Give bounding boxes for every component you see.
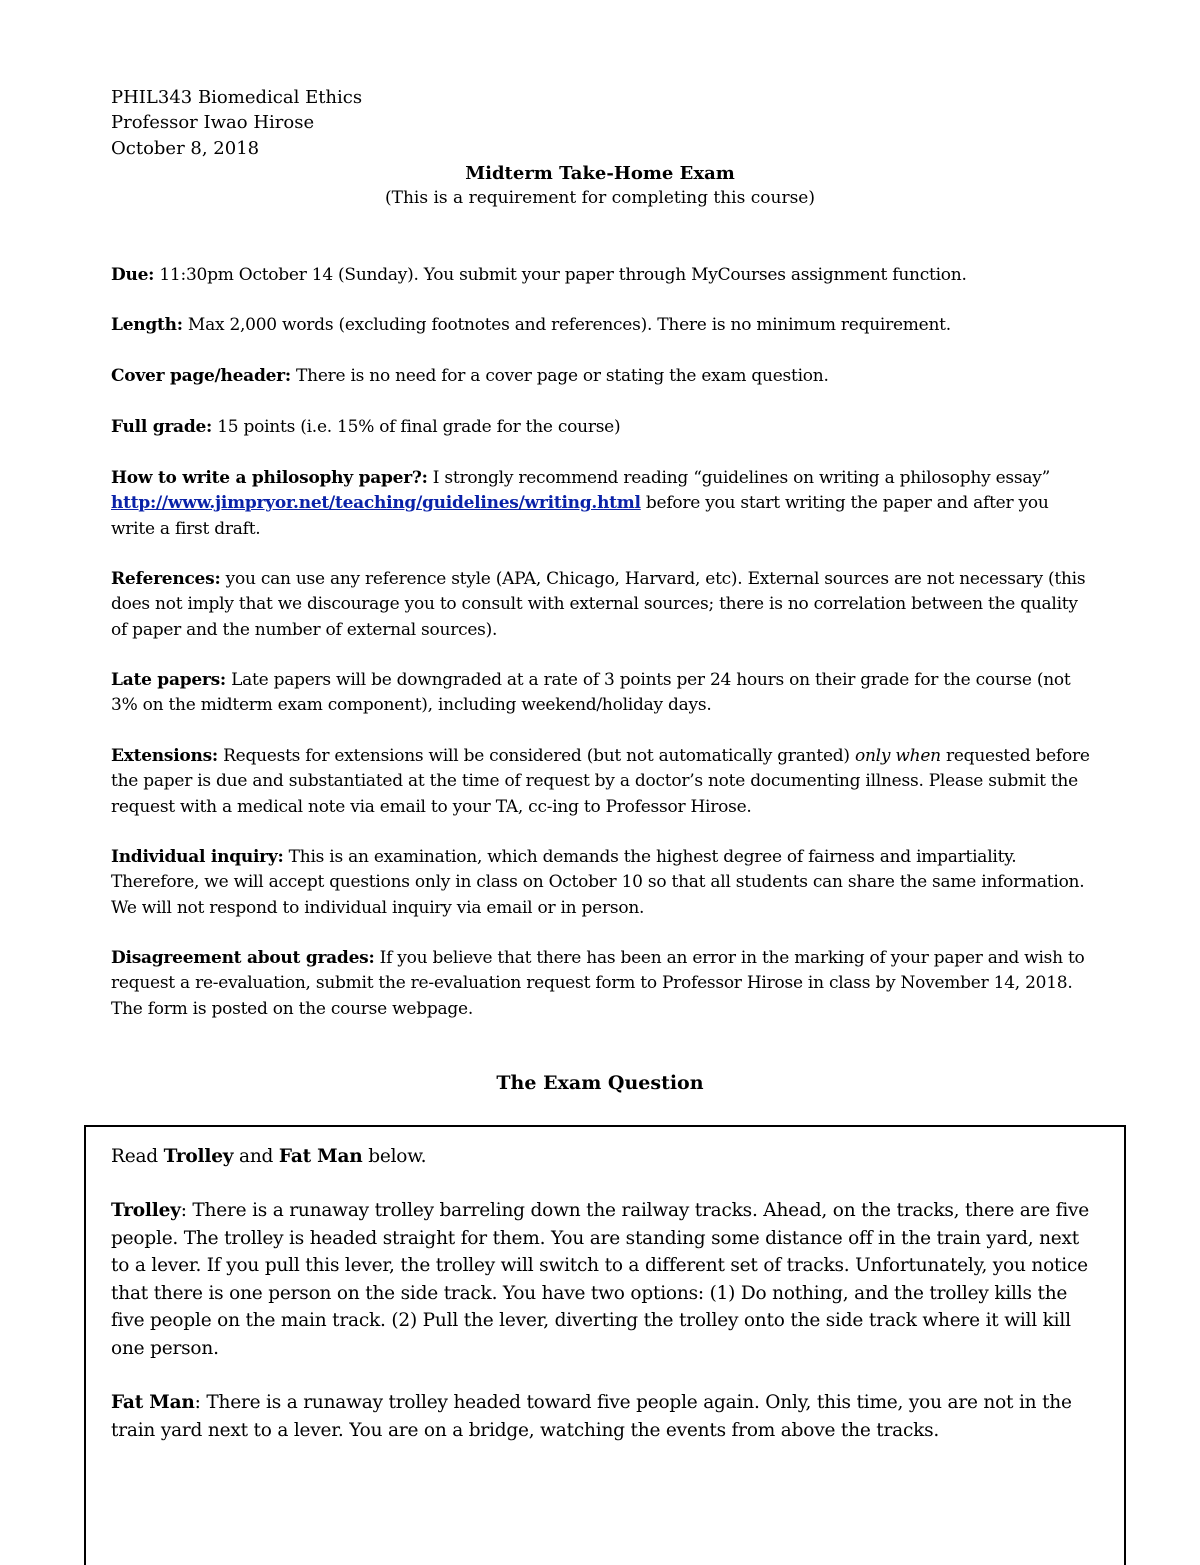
exam-intro xyxy=(111,1143,1101,1171)
inquiry-text: This is an examination, which demands the highest degree of fairness and impartiality. Therefore, we will accept questions only in class on October 10 so that all students can share the same information. We will not respond to individual inquiry via email or in person. xyxy=(111,847,1085,918)
document-date: October 8, 2018 xyxy=(111,138,260,159)
exam-heading: The Exam Question xyxy=(496,1072,704,1094)
disagreement-label: Disagreement about grades: xyxy=(111,948,375,968)
references-label: References: xyxy=(111,569,221,589)
references-text: you can use any reference style (APA, Chicago, Harvard, etc). External sources are not necessary (this does not imply that we discourage you to consult with external sources; there is no correlation between the quality of paper and the number of external sources). xyxy=(111,569,1086,640)
references-section xyxy=(111,567,1091,643)
late-label: Late papers: xyxy=(111,670,226,690)
extensions-section xyxy=(111,744,1091,820)
page-title: Midterm Take-Home Exam xyxy=(465,163,735,184)
intro-and: and xyxy=(233,1146,279,1167)
due-section xyxy=(111,263,1091,288)
intro-below: below. xyxy=(362,1146,427,1167)
cover-text: There is no need for a cover page or stating the exam question. xyxy=(290,366,829,386)
guidelines-link[interactable]: http://www.jimpryor.net/teaching/guidelines/writing.html xyxy=(111,493,641,514)
due-label: Due: xyxy=(111,265,155,285)
grade-section xyxy=(111,415,1091,440)
late-text: Late papers will be downgraded at a rate of 3 points per 24 hours on their grade for the course (not 3% on the midterm exam component), including weekend/holiday days. xyxy=(111,670,1071,716)
trolley-scenario xyxy=(111,1197,1101,1363)
length-section xyxy=(111,313,1091,338)
inquiry-section xyxy=(111,845,1091,921)
professor-name: Professor Iwao Hirose xyxy=(111,112,315,133)
intro-fatman: Fat Man xyxy=(278,1146,363,1167)
howto-text-after: before you start writing the paper and after you write a first draft. xyxy=(111,493,1049,539)
intro-read: Read xyxy=(111,1146,164,1167)
fatman-label: Fat Man xyxy=(111,1392,195,1413)
inquiry-label: Individual inquiry: xyxy=(111,847,284,867)
trolley-text: : There is a runaway trolley barreling down the railway tracks. Ahead, on the tracks, there are five people. The trolley is headed straight for them. You are standing some distance off in the train yard, next to a lever. If you pull this lever, the trolley will switch to a different set of tracks. Unfortunately, you notice that there is one person on the side track. You have two options: (1) Do nothing, and the trolley kills the five people on the main track. (2) Pull the lever, diverting the trolley onto the side track where it will kill one person. xyxy=(111,1200,1090,1359)
extensions-text-after: requested before the paper is due and substantiated at the time of request by a doctor’s note documenting illness. Please submit the request with a medical note via email to your TA, cc-ing to Professor Hirose. xyxy=(111,746,1090,817)
fatman-text: : There is a runaway trolley headed toward five people again. Only, this time, you are not in the train yard next to a lever. You are on a bridge, watching the events from above the tracks. xyxy=(111,1392,1072,1441)
disagreement-section xyxy=(111,946,1091,1022)
disagreement-text: If you believe that there has been an error in the marking of your paper and wish to request a re-evaluation, submit the re-evaluation request form to Professor Hirose in class by November 14, 2018. The form is posted on the course webpage. xyxy=(111,948,1085,1019)
due-text: 11:30pm October 14 (Sunday). You submit your paper through MyCourses assignment function. xyxy=(154,265,967,285)
howto-section xyxy=(111,466,1091,542)
extensions-emphasis: only when xyxy=(854,746,941,766)
length-text: Max 2,000 words (excluding footnotes and references). There is no minimum requirement. xyxy=(182,315,951,335)
howto-text-before: I strongly recommend reading “guidelines on writing a philosophy essay” xyxy=(427,468,1051,488)
intro-trolley: Trolley xyxy=(163,1146,234,1167)
howto-label: How to write a philosophy paper?: xyxy=(111,468,428,488)
trolley-label: Trolley xyxy=(111,1200,181,1221)
grade-text: 15 points (i.e. 15% of final grade for the course) xyxy=(212,417,621,437)
extensions-label: Extensions: xyxy=(111,746,218,766)
late-section xyxy=(111,668,1091,719)
cover-section xyxy=(111,364,1091,389)
cover-label: Cover page/header: xyxy=(111,366,291,386)
course-name: PHIL343 Biomedical Ethics xyxy=(111,87,363,108)
fatman-scenario xyxy=(111,1389,1101,1444)
page-subtitle: (This is a requirement for completing this course) xyxy=(384,188,815,208)
grade-label: Full grade: xyxy=(111,417,213,437)
length-label: Length: xyxy=(111,315,183,335)
extensions-text-before: Requests for extensions will be considered (but not automatically granted) xyxy=(217,746,855,766)
